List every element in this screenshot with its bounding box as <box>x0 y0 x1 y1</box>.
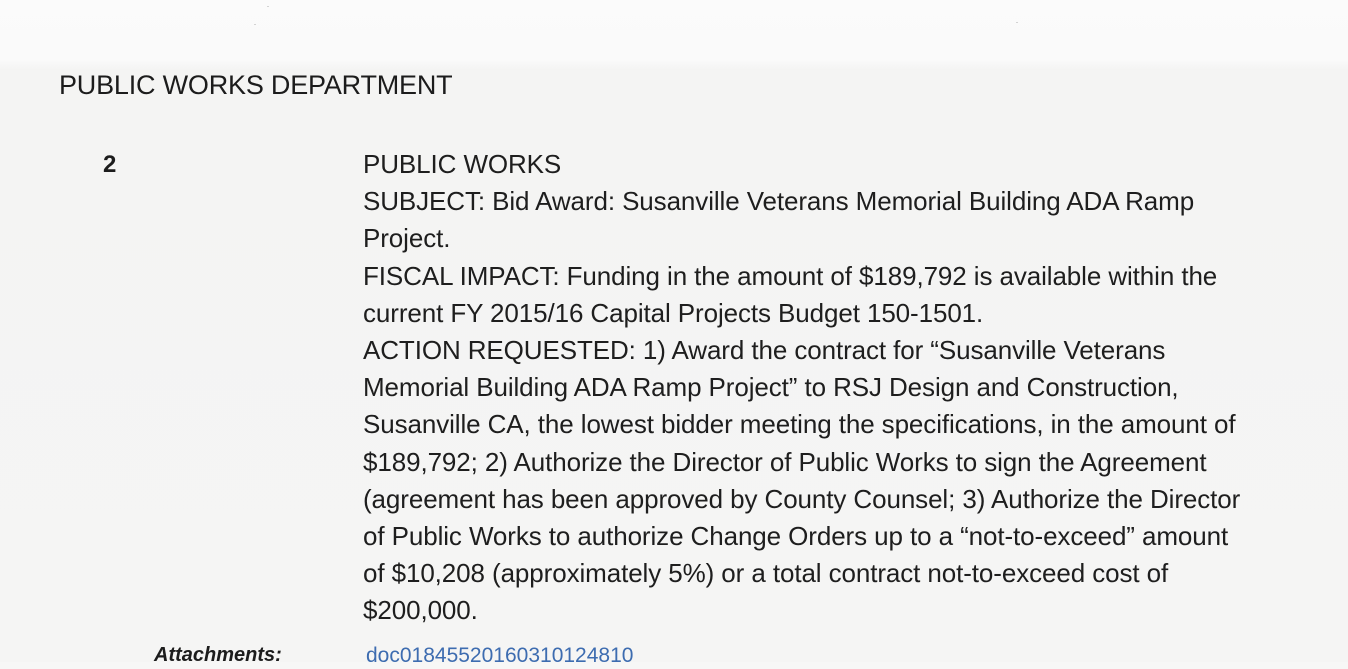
item-action-requested-line: Susanville CA, the lowest bidder meeting the specifications, in the amount of <box>363 409 1236 440</box>
item-action-requested-line: $189,792; 2) Authorize the Director of Public Works to sign the Agreement <box>363 446 1207 477</box>
agenda-item-number: 2 <box>103 151 117 178</box>
attachments-label: Attachments: <box>154 644 282 666</box>
agenda-item-body <box>363 146 1348 630</box>
department-heading: PUBLIC WORKS DEPARTMENT <box>59 70 453 100</box>
attachment-link[interactable]: doc01845520160310124810 <box>366 644 634 667</box>
item-action-requested-line: Memorial Building ADA Ramp Project” to RSJ Design and Construction, <box>363 372 1179 403</box>
item-action-requested-line: $200,000. <box>363 595 478 626</box>
item-subject-line: Project. <box>363 223 451 254</box>
scan-speck <box>1016 22 1018 23</box>
item-action-requested-line: (agreement has been approved by County Counsel; 3) Authorize the Director <box>363 483 1241 514</box>
scan-speck <box>254 24 256 25</box>
item-action-requested-line: of Public Works to authorize Change Orders up to a “not-to-exceed” amount <box>363 521 1229 552</box>
item-department-line: PUBLIC WORKS <box>363 149 562 179</box>
scan-speck <box>267 6 269 7</box>
item-fiscal-impact-line: FISCAL IMPACT: Funding in the amount of $189,792 is available within the <box>363 260 1218 291</box>
item-action-requested-line: ACTION REQUESTED: 1) Award the contract for “Susanville Veterans <box>363 335 1166 366</box>
item-subject-line: SUBJECT: Bid Award: Susanville Veterans Memorial Building ADA Ramp <box>363 186 1195 217</box>
item-action-requested-line: of $10,208 (approximately 5%) or a total contract not-to-exceed cost of <box>363 558 1169 589</box>
item-fiscal-impact-line: current FY 2015/16 Capital Projects Budget 150-1501. <box>363 297 984 328</box>
